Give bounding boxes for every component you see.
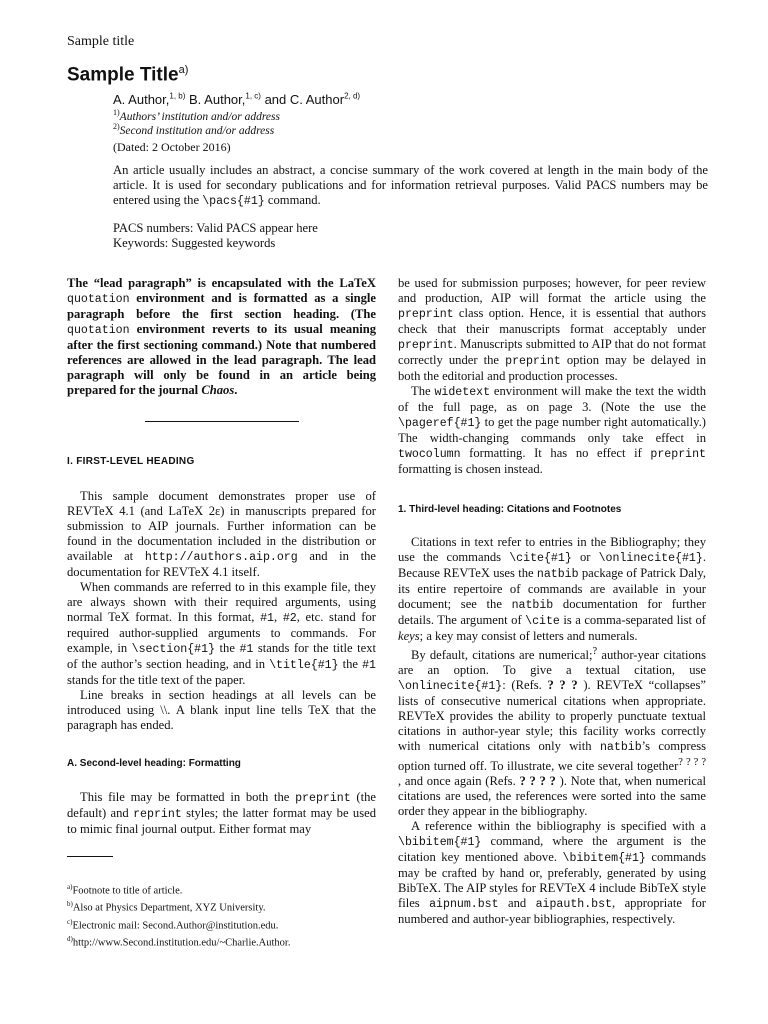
title-footnote-mark[interactable]: a) (178, 64, 189, 76)
running-title: Sample title (67, 34, 135, 49)
citation-mark[interactable]: ? ? ? ? (519, 774, 556, 789)
author-3: and C. Author$^{2, d)}$ (260, 92, 361, 108)
footnotes (67, 881, 367, 950)
paragraph: This sample document demonstrates proper use of REVTeX 4.1 (and LaTeX 2ε) in manuscripts prepared for submission to AIP journals. Further information can be found in the documentation included in the distribution or available at http://authors.aip.org and in the documentation for REVTeX 4.1 itself. (67, 489, 377, 579)
author-list (113, 92, 360, 107)
paragraph: be used for submission purposes; however, for peer review and production, AIP will format the article using the preprint class option. Hence, it is essential that authors check that their manuscripts format acceptably under preprint. Manuscripts submitted to AIP that do not format correctly under the preprint option may be delayed in both the editorial and production processes. (398, 276, 706, 383)
section-2-body (67, 790, 376, 837)
paragraph: The widetext environment will make the text the width of the full page, as on page 3. (Note the use the \pageref{#1} to get the page number right automatically.) The width-changing commands only take effect in twocolumn formatting. It has no effect if preprint formatting is chosen instead. (398, 384, 706, 476)
author-2: B. Author,$^{1, c)}$ (185, 92, 261, 108)
affiliation-1: $^{1)}$Authors’ institution and/or address (113, 108, 280, 123)
author-1: A. Author,$^{1, b)}$ (113, 92, 186, 108)
right-column-top (398, 276, 706, 477)
paragraph: A reference within the bibliography is specified with a \bibitem{#1} command, where the argument is the citation key mentioned above. \bibitem{#1} commands may be crafted by hand or, preferably, generated by using BibTeX. The AIP styles for REVTeX 4 include BibTeX style files aipnum.bst and aipauth.bst, appropriate for numbered and author-year bibliographies, respectively. (398, 819, 706, 927)
lead-separator-rule (145, 421, 299, 422)
pacs-block (113, 221, 318, 251)
section-1-body (67, 489, 376, 733)
section-heading-1: I. FIRST-LEVEL HEADING (67, 456, 195, 467)
footnote-d[interactable]: $^{d)}$http://www.Second.institution.edu/~Charlie.Author. (67, 934, 291, 949)
section-heading-3: 1. Third-level heading: Citations and Footnotes (398, 504, 622, 515)
dated-line: (Dated: 2 October 2016) (113, 140, 231, 154)
footnote-b: $^{b)}$Also at Physics Department, XYZ University. (67, 900, 266, 914)
affiliation-2: $^{2)}$Second institution and/or address (113, 122, 275, 137)
lead-paragraph: The “lead paragraph” is encapsulated with the LaTeX quotation environment and is formatted as a single paragraph before the first section heading. (The quotation environment reverts to its usual meaning after the first sectioning command.) Note that numbered references are allowed in the lead paragraph. The lead paragraph will only be found in an article being prepared for the journal Chaos. (67, 276, 376, 397)
footnote-rule (67, 856, 113, 857)
footnote-a: $^{a)}$Footnote to title of article. (67, 883, 183, 897)
paragraph: This file may be formatted in both the preprint (the default) and reprint styles; the latter format may be used to mimic final journal output. Either format may (67, 790, 377, 836)
article-title (67, 64, 188, 86)
paragraph: Citations in text refer to entries in the Bibliography; they use the commands \cite{#1} or \onlinecite{#1}. Because REVTeX uses the natbib package of Patrick Daly, its entire repertoire of commands are available in your document; see the natbib documentation for further details. The argument of \cite is a comma-separated list of keys; a key may consist of letters and numerals. (398, 535, 706, 643)
url-link[interactable]: http://authors.aip.org (144, 551, 298, 564)
footnote-c: $^{c)}$Electronic mail: Second.Author@institution.edu. (67, 917, 279, 932)
citation-mark[interactable]: ? ? ? (547, 678, 578, 693)
paragraph: By default, citations are numerical;? author-year citations are an option. To give a textual citation, use \onlinecite{#1}: (Refs. ? ? ? ). REVTeX “collapses” lists of consecutive numerical citations when appropriate. REVTeX provides the ability to properly punctuate textual citations in author-year style; this facility works correctly with numerical citations only with natbib’s compress option turned off. To illustrate, we cite several together? ? ? ? , and once again (Refs. ? ? ? ? ). Note that, when numerical citations are used, the references were sorted into the same order they appear in the bibliography. (398, 646, 707, 819)
paragraph: Line breaks in section headings at all levels can be introduced using \\. A blank input line tells TeX that the paragraph has ended. (67, 688, 376, 732)
section-heading-2: A. Second-level heading: Formatting (67, 758, 241, 769)
citation-mark[interactable]: ? (592, 646, 598, 657)
citation-mark[interactable]: ? ? ? ? (678, 757, 706, 769)
keywords: Keywords: Suggested keywords (113, 236, 276, 250)
abstract: An article usually includes an abstract, a concise summary of the work covered at length in the main body of the article. It is used for secondary publications and for information retrieval purposes. Valid PACS numbers may be entered using the \pacs{#1} command. (113, 163, 708, 208)
right-column-body (398, 535, 706, 927)
pacs-numbers: PACS numbers: Valid PACS appear here (113, 221, 318, 235)
title-text: Sample Title (67, 64, 179, 86)
paragraph: When commands are referred to in this example file, they are always shown with their required arguments, using normal TeX format. In this format, #1, #2, etc. stand for required author-supplied arguments to commands. For example, in \section{#1} the #1 stands for the title text of the author’s section heading, and in \title{#1} the #1 stands for the title text of the paper. (67, 580, 376, 687)
